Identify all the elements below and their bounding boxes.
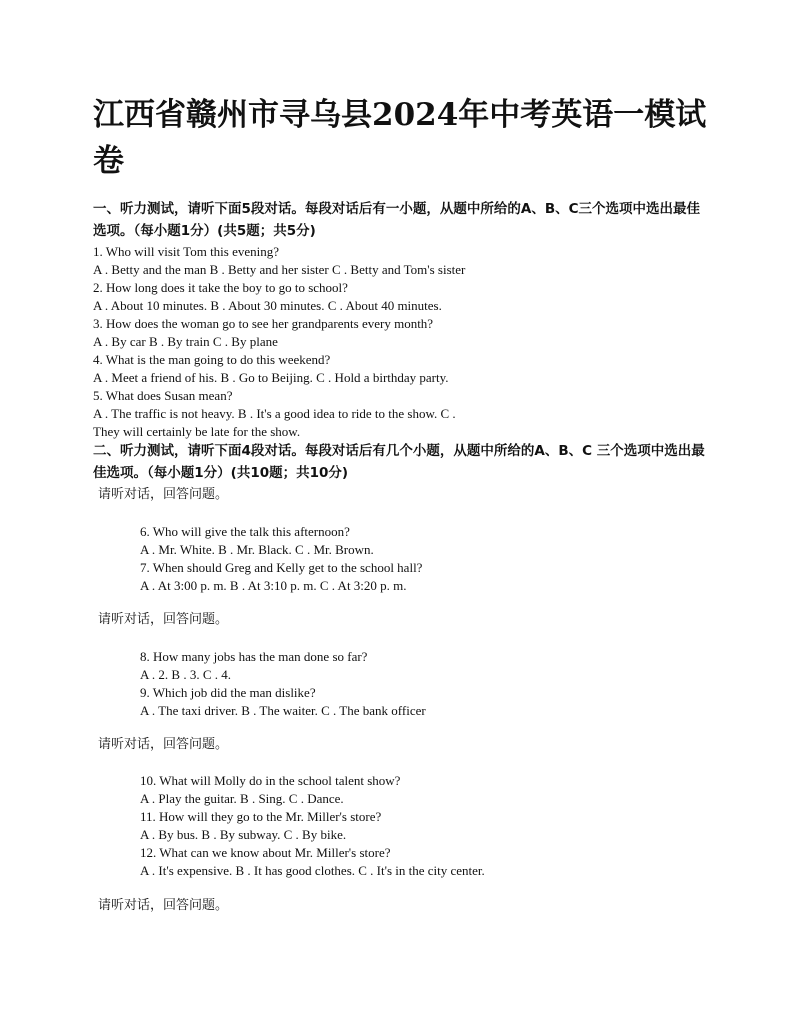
question-line: 8. How many jobs has the man done so far? [140,649,368,664]
question-line: 2. How long does it take the boy to go to school? [93,280,348,295]
options-line: A . By car B . By train C . By plane [93,334,278,349]
options-line-continued: They will certainly be late for the show. [93,424,301,439]
question-line: 1. Who will visit Tom this evening? [93,244,280,259]
options-line: A . It's expensive. B . It has good clothes. C . It's in the city center. [140,863,485,878]
options-line: A . Betty and the man B . Betty and her sister C . Betty and Tom's sister [93,262,466,277]
options-line: A . By bus. B . By subway. C . By bike. [140,827,347,842]
options-line: A . The taxi driver. B . The waiter. C . The bank officer [140,703,426,718]
question-line: 12. What can we know about Mr. Miller's store? [140,845,391,860]
question-line: 3. How does the woman go to see her grandparents every month? [93,316,434,331]
options-line: A . Meet a friend of his. B . Go to Beijing. C . Hold a birthday party. [93,370,449,385]
question-line: 6. Who will give the talk this afternoon? [140,524,350,539]
options-line: A . 2. B . 3. C . 4. [140,667,232,682]
question-line: 4. What is the man going to do this weekend? [93,352,331,367]
listen-prompt: 请听对话，回答问题。 [98,898,229,913]
options-line: A . About 10 minutes. B . About 30 minutes. C . About 40 minutes. [93,298,442,313]
question-line: 9. Which job did the man dislike? [140,685,316,700]
listen-prompt: 请听对话，回答问题。 [98,737,229,752]
section1-heading: 一、听力测试，请听下面5段对话。每段对话后有一小题，从题中所给的A、B、C三个选项中选出最佳选项。（每小题1分）(共5题；共5分) [93,201,701,239]
question-line: 5. What does Susan mean? [93,388,233,403]
page-title: 江西省赣州市寻乌县2024年中考英语一模试卷 [93,97,707,179]
question-line: 11. How will they go to the Mr. Miller's store? [140,809,382,824]
options-line: A . Mr. White. B . Mr. Black. C . Mr. Brown. [140,542,374,557]
options-line: A . The traffic is not heavy. B . It's a good idea to ride to the show. C . [93,406,456,421]
listen-prompt: 请听对话，回答问题。 [98,612,229,627]
question-line: 7. When should Greg and Kelly get to the school hall? [140,560,423,575]
listen-prompt: 请听对话，回答问题。 [98,487,229,502]
options-line: A . Play the guitar. B . Sing. C . Dance. [140,791,344,806]
options-line: A . At 3:00 p. m. B . At 3:10 p. m. C . At 3:20 p. m. [140,578,407,593]
section2-heading: 二、听力测试，请听下面4段对话。每段对话后有几个小题，从题中所给的A、B、C 三个选项中选出最佳选项。（每小题1分）(共10题；共10分) [93,443,705,481]
question-line: 10. What will Molly do in the school talent show? [140,773,401,788]
